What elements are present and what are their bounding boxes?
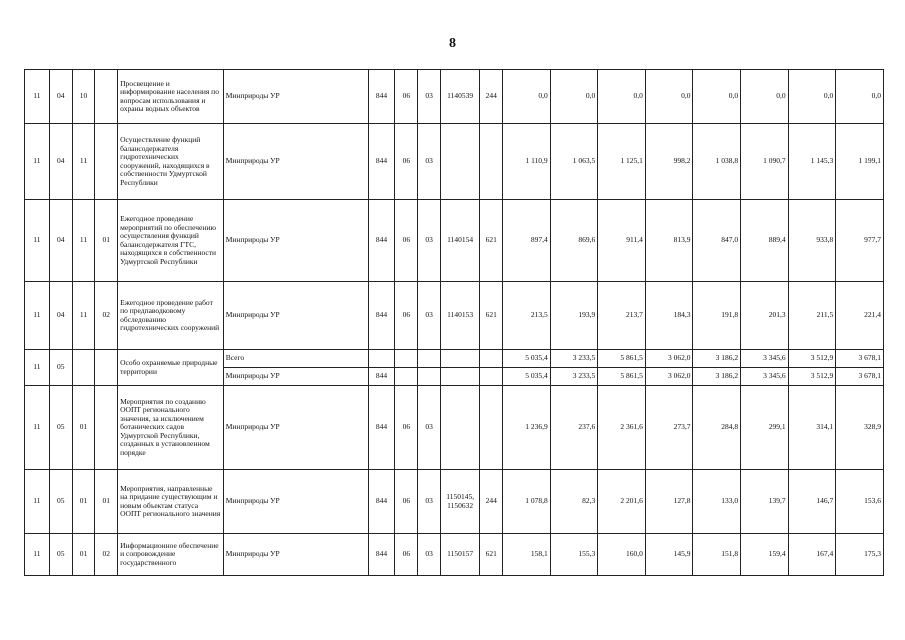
amount-cell: 1 110,9 (503, 124, 551, 200)
subprogram-code-cell: 05 (49, 534, 72, 576)
amount-cell: 869,6 (550, 200, 598, 282)
pr-cell: 03 (418, 534, 441, 576)
amount-cell: 3 062,0 (645, 368, 693, 386)
amount-cell: 3 512,9 (788, 350, 836, 368)
vr-cell: 621 (480, 534, 503, 576)
table-row (25, 70, 884, 124)
amount-cell: 1 199,1 (836, 124, 884, 200)
amount-cell: 5 861,5 (598, 368, 646, 386)
csr-cell (441, 386, 480, 470)
vr-cell (480, 368, 503, 386)
subprogram-code-cell: 05 (49, 386, 72, 470)
measure-code-cell: 11 (72, 282, 95, 350)
table-row (25, 282, 884, 350)
executor-cell: Минприроды УР (223, 534, 368, 576)
amount-cell: 213,5 (503, 282, 551, 350)
amount-cell: 314,1 (788, 386, 836, 470)
amount-cell: 897,4 (503, 200, 551, 282)
grbs-cell: 844 (368, 470, 395, 534)
amount-cell: 237,6 (550, 386, 598, 470)
vr-cell (480, 386, 503, 470)
executor-cell: Минприроды УР (223, 368, 368, 386)
table-row (25, 200, 884, 282)
rz-cell: 06 (395, 200, 418, 282)
amount-cell: 3 345,6 (741, 350, 789, 368)
amount-cell: 1 145,3 (788, 124, 836, 200)
table-row (25, 350, 884, 368)
rz-cell: 06 (395, 470, 418, 534)
activity-code-cell (95, 70, 118, 124)
subprogram-code-cell: 05 (49, 350, 72, 386)
executor-cell: Минприроды УР (223, 200, 368, 282)
amount-cell: 0,0 (741, 70, 789, 124)
table-row (25, 470, 884, 534)
subprogram-code-cell: 05 (49, 470, 72, 534)
grbs-cell: 844 (368, 124, 395, 200)
amount-cell: 151,8 (693, 534, 741, 576)
rz-cell (395, 350, 418, 368)
rz-cell: 06 (395, 386, 418, 470)
executor-cell: Всего (223, 350, 368, 368)
amount-cell: 3 678,1 (836, 368, 884, 386)
amount-cell: 299,1 (741, 386, 789, 470)
page-number: 8 (449, 36, 456, 51)
amount-cell: 146,7 (788, 470, 836, 534)
amount-cell: 3 233,5 (550, 368, 598, 386)
amount-cell: 159,4 (741, 534, 789, 576)
amount-cell: 167,4 (788, 534, 836, 576)
activity-code-cell: 01 (95, 200, 118, 282)
subprogram-code-cell: 04 (49, 124, 72, 200)
amount-cell: 5 861,5 (598, 350, 646, 368)
amount-cell: 328,9 (836, 386, 884, 470)
executor-cell: Минприроды УР (223, 470, 368, 534)
pr-cell: 03 (418, 470, 441, 534)
rz-cell (395, 368, 418, 386)
amount-cell: 133,0 (693, 470, 741, 534)
amount-cell: 1 090,7 (741, 124, 789, 200)
amount-cell: 1 236,9 (503, 386, 551, 470)
program-code-cell: 11 (25, 200, 50, 282)
program-code-cell: 11 (25, 386, 50, 470)
amount-cell: 3 512,9 (788, 368, 836, 386)
amount-cell: 127,8 (645, 470, 693, 534)
amount-cell: 0,0 (550, 70, 598, 124)
measure-code-cell: 11 (72, 124, 95, 200)
subprogram-code-cell: 04 (49, 200, 72, 282)
amount-cell: 0,0 (598, 70, 646, 124)
subprogram-code-cell: 04 (49, 282, 72, 350)
activity-code-cell (95, 124, 118, 200)
amount-cell: 273,7 (645, 386, 693, 470)
csr-cell (441, 350, 480, 368)
amount-cell: 184,3 (645, 282, 693, 350)
pr-cell: 03 (418, 70, 441, 124)
amount-cell: 0,0 (503, 70, 551, 124)
table-row (25, 534, 884, 576)
csr-cell: 1140154 (441, 200, 480, 282)
amount-cell: 3 345,6 (741, 368, 789, 386)
grbs-cell: 844 (368, 534, 395, 576)
amount-cell: 5 035,4 (503, 368, 551, 386)
amount-cell: 213,7 (598, 282, 646, 350)
grbs-cell: 844 (368, 282, 395, 350)
pr-cell: 03 (418, 386, 441, 470)
vr-cell (480, 350, 503, 368)
rz-cell: 06 (395, 70, 418, 124)
amount-cell: 1 078,8 (503, 470, 551, 534)
vr-cell: 621 (480, 282, 503, 350)
executor-cell: Минприроды УР (223, 70, 368, 124)
amount-cell: 82,3 (550, 470, 598, 534)
amount-cell: 284,8 (693, 386, 741, 470)
csr-cell: 1140539 (441, 70, 480, 124)
grbs-cell (368, 350, 395, 368)
amount-cell: 2 361,6 (598, 386, 646, 470)
measure-code-cell (72, 350, 95, 386)
program-code-cell: 11 (25, 350, 50, 386)
amount-cell: 889,4 (741, 200, 789, 282)
activity-code-cell: 02 (95, 282, 118, 350)
rz-cell: 06 (395, 124, 418, 200)
executor-cell: Минприроды УР (223, 282, 368, 350)
vr-cell (480, 124, 503, 200)
amount-cell: 1 038,8 (693, 124, 741, 200)
measure-name-cell: Просвещение и информирование населения по вопросам использования и охраны водных объектов (118, 70, 224, 124)
amount-cell: 139,7 (741, 470, 789, 534)
pr-cell: 03 (418, 282, 441, 350)
grbs-cell: 844 (368, 70, 395, 124)
program-code-cell: 11 (25, 70, 50, 124)
amount-cell: 0,0 (836, 70, 884, 124)
amount-cell: 145,9 (645, 534, 693, 576)
measure-name-cell: Информационное обеспечение и сопровождение государственного (118, 534, 224, 576)
rz-cell: 06 (395, 534, 418, 576)
amount-cell: 933,8 (788, 200, 836, 282)
measure-name-cell: Осуществление функций балансодержателя гидротехнических сооружений, находящихся в собственности Удмуртской Республики (118, 124, 224, 200)
amount-cell: 3 062,0 (645, 350, 693, 368)
grbs-cell: 844 (368, 386, 395, 470)
amount-cell: 160,0 (598, 534, 646, 576)
csr-cell (441, 124, 480, 200)
pr-cell (418, 368, 441, 386)
amount-cell: 175,3 (836, 534, 884, 576)
pr-cell: 03 (418, 200, 441, 282)
amount-cell: 2 201,6 (598, 470, 646, 534)
measure-code-cell: 01 (72, 470, 95, 534)
amount-cell: 1 125,1 (598, 124, 646, 200)
amount-cell: 3 678,1 (836, 350, 884, 368)
measure-name-cell: Особо охраняемые природные территории (118, 350, 224, 386)
csr-cell: 1140153 (441, 282, 480, 350)
grbs-cell: 844 (368, 200, 395, 282)
amount-cell: 211,5 (788, 282, 836, 350)
measure-code-cell: 10 (72, 70, 95, 124)
vr-cell: 621 (480, 200, 503, 282)
measure-name-cell: Мероприятия, направленные на придание существующим и новым объектам статуса ООПТ регионального значения (118, 470, 224, 534)
subprogram-code-cell: 04 (49, 70, 72, 124)
amount-cell: 221,4 (836, 282, 884, 350)
measure-name-cell: Ежегодное проведение работ по предпаводковому обследованию гидротехнических сооружений (118, 282, 224, 350)
measure-name-cell: Ежегодное проведение мероприятий по обеспечению осуществления функций балансодержателя ГТС, находящихся в собственности Удмуртской Республики (118, 200, 224, 282)
activity-code-cell: 02 (95, 534, 118, 576)
measure-code-cell: 01 (72, 534, 95, 576)
amount-cell: 193,9 (550, 282, 598, 350)
amount-cell: 3 233,5 (550, 350, 598, 368)
table-row (25, 386, 884, 470)
activity-code-cell (95, 350, 118, 386)
amount-cell: 911,4 (598, 200, 646, 282)
amount-cell: 1 063,5 (550, 124, 598, 200)
table-body (25, 70, 884, 576)
vr-cell: 244 (480, 70, 503, 124)
amount-cell: 158,1 (503, 534, 551, 576)
measure-code-cell: 01 (72, 386, 95, 470)
amount-cell: 0,0 (788, 70, 836, 124)
pr-cell (418, 350, 441, 368)
measure-code-cell: 11 (72, 200, 95, 282)
amount-cell: 813,9 (645, 200, 693, 282)
executor-cell: Минприроды УР (223, 124, 368, 200)
program-code-cell: 11 (25, 282, 50, 350)
grbs-cell: 844 (368, 368, 395, 386)
amount-cell: 5 035,4 (503, 350, 551, 368)
pr-cell: 03 (418, 124, 441, 200)
program-code-cell: 11 (25, 470, 50, 534)
amount-cell: 201,3 (741, 282, 789, 350)
program-code-cell: 11 (25, 124, 50, 200)
program-code-cell: 11 (25, 534, 50, 576)
amount-cell: 977,7 (836, 200, 884, 282)
amount-cell: 191,8 (693, 282, 741, 350)
amount-cell: 3 186,2 (693, 350, 741, 368)
table-row (25, 124, 884, 200)
rz-cell: 06 (395, 282, 418, 350)
csr-cell: 1150145, 1150632 (441, 470, 480, 534)
executor-cell: Минприроды УР (223, 386, 368, 470)
csr-cell: 1150157 (441, 534, 480, 576)
budget-table (24, 69, 884, 576)
measure-name-cell: Мероприятия по созданию ООПТ регионального значения, за исключением ботанических садов Удмуртской Республики, созданных в установленном порядке (118, 386, 224, 470)
amount-cell: 153,6 (836, 470, 884, 534)
amount-cell: 155,3 (550, 534, 598, 576)
vr-cell: 244 (480, 470, 503, 534)
csr-cell (441, 368, 480, 386)
activity-code-cell (95, 386, 118, 470)
amount-cell: 0,0 (645, 70, 693, 124)
amount-cell: 3 186,2 (693, 368, 741, 386)
amount-cell: 847,0 (693, 200, 741, 282)
amount-cell: 998,2 (645, 124, 693, 200)
amount-cell: 0,0 (693, 70, 741, 124)
activity-code-cell: 01 (95, 470, 118, 534)
